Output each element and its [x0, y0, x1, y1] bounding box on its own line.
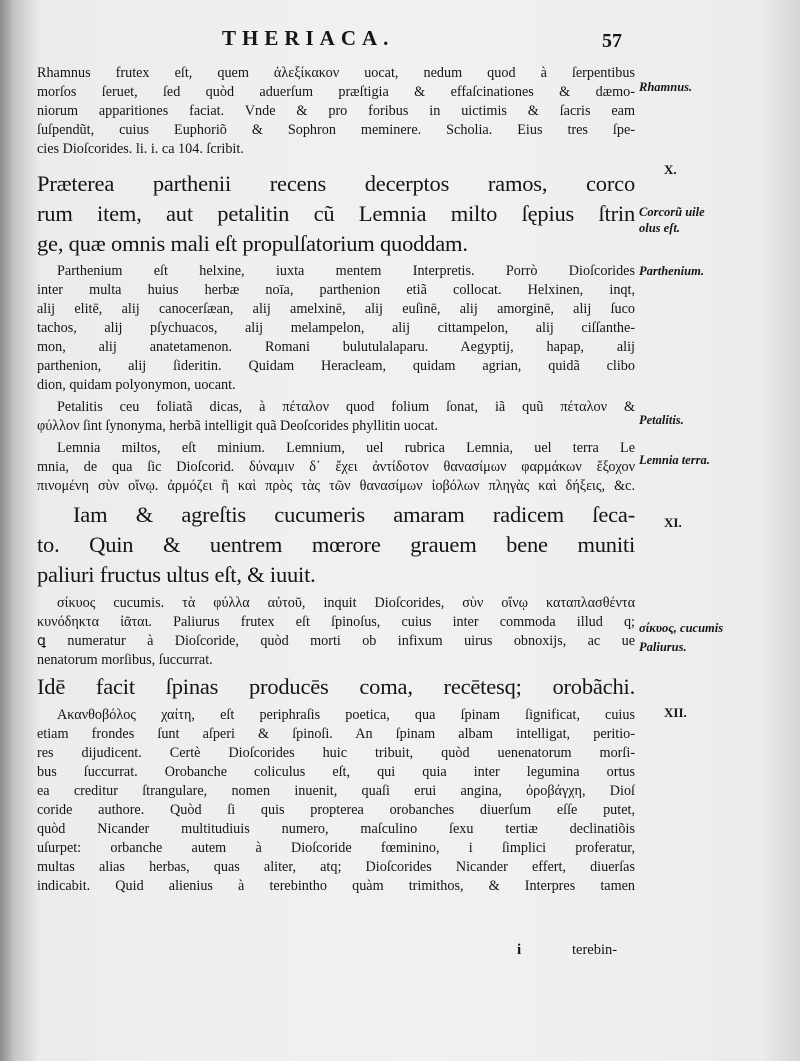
margin-note-paliurus: Paliurus.: [639, 640, 687, 654]
text-line: φύλλον ſint ſynonyma, herbã intelligit quã Deoſcorides phyllitin uocat.: [37, 418, 439, 434]
catchword: terebin-: [572, 942, 618, 958]
text-line: mnia, de qua ſic Dioſcorid. δύναμιν δ᾽ ἔχει ἀντίδοτον θανασίμων φαρμάκων ἔξοχον: [37, 459, 635, 475]
verse-line: to. Quin & uentrem mœrore grauem bene muniti: [37, 532, 635, 557]
verse-x: [37, 169, 635, 259]
text-line: ea creditur ſtrangulare, nomen inuenit, quaſi erui angina, ὀροβάγχη, Dioſ: [37, 783, 635, 799]
margin-note-parthenium: Parthenium.: [639, 264, 704, 278]
margin-note-sikuos: σίκυος, cucumis: [639, 621, 724, 635]
text-line: κυνόδηκτα ἰᾶται. Paliurus frutex eſt ſpinoſus, cuius inter commoda illud q;: [37, 614, 635, 630]
text-line: Ακανθοβόλος χαίτη, eſt periphraſis poetica, qua ſpinam ſignificat, cuius: [57, 707, 635, 723]
verse-line: rum item, aut petalitin cũ Lemnia milto ſępius ſtrin: [37, 201, 635, 226]
verse-line: Iam & agreſtis cucumeris amaram radicem ſeca-: [73, 502, 635, 527]
commentary-lemnia: [37, 439, 635, 496]
verse-xii: [37, 672, 635, 702]
text-line: alij elitē, alij canocerſæan, alij amelxinē, alij euſinē, alij amorginē, alij ſuco: [37, 301, 635, 317]
text-line: uſurpet: orbanche autem à Dioſcoride fœminino, i ſimplici proferatur,: [37, 840, 635, 856]
verse-line: ge, quæ omnis mali eſt propulſatorium quoddam.: [37, 231, 468, 256]
text-line: σίκυος cucumis. τὰ φύλλα αὐτοῦ, inquit Dioſcorides, σὺν οἴνῳ καταπλασθέντα: [57, 595, 635, 611]
margin-note-petalitis: Petalitis.: [639, 413, 684, 427]
verse-line: Idē facit ſpinas producēs coma, recētesq; orobãchi.: [37, 674, 635, 699]
text-line: mon, alij anatetamenon. Romani bulutulalaparu. Aegyptij, hapap, alij: [37, 339, 635, 355]
text-line: nenatorum morſibus, ſuccurrat.: [37, 652, 213, 668]
page-number: 57: [602, 30, 622, 52]
margin-note-x: X.: [664, 162, 677, 177]
text-line: cies Dioſcorides. li. i. ca 104. ſcribit.: [37, 141, 244, 157]
text-line: tachos, alij pſychuacos, alij melampelon, alij cittampelon, alij ciſſanthe-: [37, 320, 635, 336]
text-line: Parthenium eſt helxine, iuxta mentem Interpretis. Porrò Dioſcorides: [57, 263, 635, 279]
page-header: [0, 26, 800, 56]
commentary-rhamnus: [37, 64, 635, 159]
text-line: multas alias herbas, quas aliter, atq; Dioſcorides Nicander effert, diuerſas: [37, 859, 635, 875]
text-line: indicabit. Quid alienius à terebintho quàm trimithos, & Interpres tamen: [37, 878, 635, 894]
text-line: coride authore. Quòd ſi quis propterea orobanches diuerſum eſſe putet,: [37, 802, 635, 818]
verse-line: paliuri fructus ultus eſt, & iuuit.: [37, 562, 316, 587]
margin-note-xi: XI.: [664, 515, 682, 530]
text-line: inter multa huius herbæ noīa, parthenion etiã collocat. Helxinen, inqt,: [37, 282, 635, 298]
page-footer: [0, 942, 800, 964]
margin-note-rhamnus: Rhamnus.: [639, 80, 693, 94]
text-line: dion, quidam polyonymon, uocant.: [37, 377, 236, 393]
text-line: Lemnia miltos, eſt minium. Lemnium, uel rubrica Lemnia, uel terra Le: [57, 440, 635, 456]
margin-note-lemnia-terra: Lemnia terra.: [639, 453, 710, 467]
verse-line: Præterea parthenii recens decerptos ramos, corco: [37, 171, 635, 196]
text-line: πινομένη σὺν οἴνῳ. ἀρμόζει ἢ καὶ πρὸς τὰς τῶν θανασίμων ἰοβόλων πληγὰς καὶ δήξεις, &c.: [37, 478, 635, 494]
commentary-cucumis: [37, 594, 635, 670]
commentary-orobanche: [37, 706, 635, 896]
text-line: ꝗ numeratur à Dioſcoride, quòd morti ob infixum uirus obnoxijs, ac ue: [37, 633, 635, 649]
text-line: Rhamnus frutex eſt, quem ἀλεξίκακον uocat, nedum quod à ſerpentibus: [37, 65, 635, 81]
verse-xi: [37, 500, 635, 590]
text-line: res dijudicent. Certè Dioſcorides huic tribuit, quòd uenenatorum morſi-: [37, 745, 635, 761]
commentary-parthenium: [37, 262, 635, 395]
signature-mark: i: [517, 942, 522, 958]
text-line: Petalitis ceu foliatã dicas, à πέταλον quod folium ſonat, iã quũ πέταλον &: [57, 399, 635, 415]
margin-note-corcorum-2: olus eſt.: [639, 221, 680, 235]
margin-note-corcorum: Corcorũ uile: [639, 205, 705, 219]
commentary-petalitis: [37, 398, 635, 436]
text-line: ſuſpendũt, cuius Euphoriõ & Sophron meminere. Scholia. Eius tres ſpe-: [37, 122, 635, 138]
text-line: etiam frondes ſunt aſperi & ſpinoſi. An ſpinam albam intelligat, peritio-: [37, 726, 635, 742]
running-title: THERIACA.: [222, 26, 395, 50]
text-line: bus ſuccurrat. Orobanche coliculus eſt, qui quia inter legumina ortus: [37, 764, 635, 780]
text-line: morſos ſeruet, ſed quòd aduerſum præſtigia & effaſcinationes & dæmo-: [37, 84, 635, 100]
text-line: parthenion, alij ſideritin. Quidam Heracleam, quidam agrian, quidã clibo: [37, 358, 635, 374]
text-column: [37, 64, 635, 896]
text-line: quòd Nicander multitudiuis numero, maſculino ſexu tertiæ declinatiõis: [37, 821, 635, 837]
text-line: niorum apparitiones faciat. Vnde & pro foribus in uictimis & ſacris eam: [37, 103, 635, 119]
margin-note-xii: XII.: [664, 705, 687, 720]
